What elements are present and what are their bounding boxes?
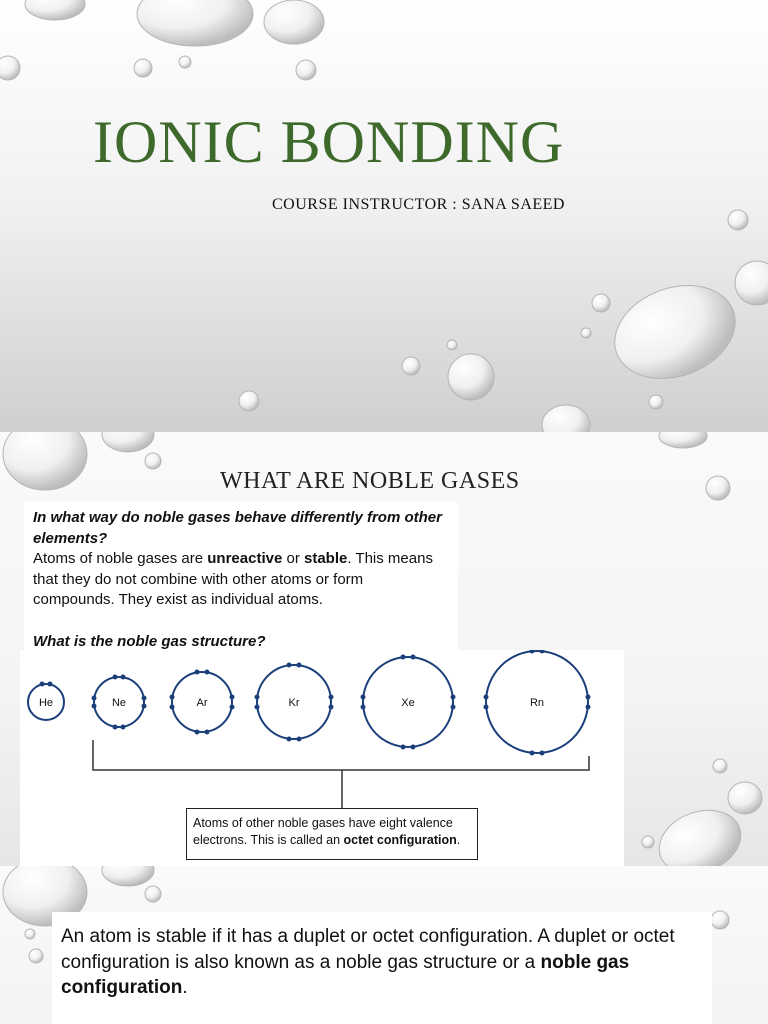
stability-text-panel xyxy=(52,912,712,1024)
noble-gases-text-panel xyxy=(24,502,458,652)
question-heading: In what way do noble gases behave differently from other elements? xyxy=(33,509,442,547)
stability-text: . xyxy=(182,977,188,998)
stable-emphasis: stable xyxy=(304,550,348,567)
octet-caption-box xyxy=(186,808,478,860)
answer-paragraph xyxy=(33,549,449,611)
octet-configuration-emphasis: octet configuration xyxy=(343,833,457,847)
caption-text: . xyxy=(456,833,461,847)
bracket-connector xyxy=(93,740,589,808)
presentation-title: IONIC BONDING xyxy=(93,109,565,175)
stability-text: An atom is stable if it has a duplet or octet configuration. A duplet or octet configuration is also known as a noble gas structure or a xyxy=(61,926,675,973)
atom-label-ne: Ne xyxy=(111,697,127,709)
unreactive-emphasis: unreactive xyxy=(207,550,283,567)
atom-label-xe: Xe xyxy=(401,697,415,709)
answer-text: Atoms of noble gases are xyxy=(33,550,208,567)
water-drops-decoration xyxy=(0,0,768,432)
noble-gas-configuration-emphasis: noble gas configuration xyxy=(61,951,630,998)
atom-label-he: He xyxy=(38,697,54,709)
atom-label-rn: Rn xyxy=(529,697,545,709)
course-instructor-subtitle: COURSE INSTRUCTOR : SANA SAEED xyxy=(272,196,565,213)
answer-text: or xyxy=(282,550,304,567)
slide-heading: WHAT ARE NOBLE GASES xyxy=(220,468,520,494)
caption-text: Atoms of other noble gases have eight valence electrons. This is called an xyxy=(193,816,453,847)
title-slide xyxy=(0,0,768,432)
noble-gas-structure-diagram xyxy=(20,650,624,866)
stability-slide xyxy=(0,866,768,1024)
atom-label-kr: Kr xyxy=(288,697,300,709)
noble-gases-slide xyxy=(0,432,768,866)
atom-label-ar: Ar xyxy=(196,697,208,709)
answer-text: . This means that they do not combine with other atoms or form compounds. They exist as individual atoms. xyxy=(33,550,433,608)
question-heading-2: What is the noble gas structure? xyxy=(33,633,266,650)
